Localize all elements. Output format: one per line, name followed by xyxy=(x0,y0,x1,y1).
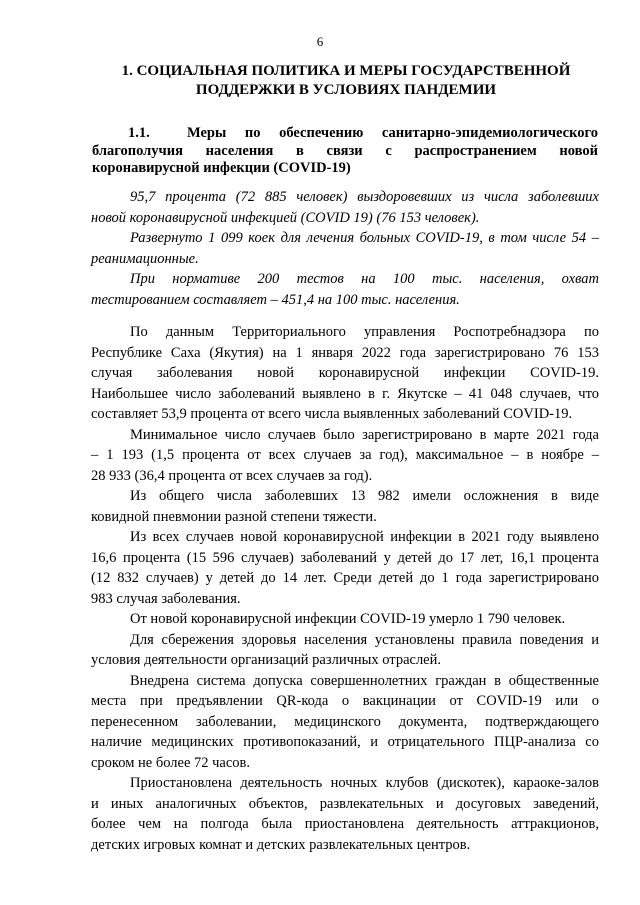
body-line: – 1 193 (1,5 процента от всех случаев за год), максимальное – в ноябре – xyxy=(91,447,599,463)
highlight-paragraph xyxy=(91,187,599,228)
body-line: перенесенном заболевании, медицинского документа, подтверждающего xyxy=(91,713,599,730)
highlight-line: 95,7 процента (72 885 человек) выздоровевших из числа заболевших xyxy=(130,189,599,205)
body-text xyxy=(91,322,599,855)
highlight-line: новой коронавирусной инфекцией (COVID 19) (76 153 человек). xyxy=(91,209,480,226)
subsection-title-line xyxy=(92,125,598,143)
body-line: Минимальное число случаев было зарегистрировано в марте 2021 года xyxy=(130,426,599,443)
body-line: сроком не более 72 часов. xyxy=(91,754,251,771)
body-line: 16,6 процента (15 596 случаев) заболеваний у детей до 17 лет, 16,1 процента xyxy=(91,549,599,566)
highlight-line: реанимационные. xyxy=(91,250,199,267)
subsection-number: 1.1. xyxy=(128,125,150,141)
body-line: 983 случая заболевания. xyxy=(91,590,241,607)
body-line: 28 933 (36,4 процента от всех случаев за год). xyxy=(91,467,373,484)
body-paragraph xyxy=(91,773,599,855)
body-line: случая заболевания новой коронавирусной инфекции COVID-19. xyxy=(91,365,599,381)
highlight-paragraph xyxy=(91,228,599,269)
body-line: условия деятельности организаций различных отраслей. xyxy=(91,652,442,668)
body-line: составляет 53,9 процента от всего числа выявленных заболеваний COVID-19. xyxy=(91,406,573,422)
key-figures xyxy=(91,187,599,310)
body-paragraph xyxy=(91,630,599,671)
body-line: Из всех случаев новой коронавирусной инфекции в 2021 году выявлено xyxy=(130,529,599,545)
highlight-line: тестированием составляет – 451,4 на 100 тыс. населения. xyxy=(91,291,460,308)
page-number: 6 xyxy=(316,34,324,49)
subsection-title xyxy=(92,125,598,178)
body-line: Внедрена система допуска совершеннолетних граждан в общественные xyxy=(130,672,599,689)
section-title-line: 1. СОЦИАЛЬНАЯ ПОЛИТИКА И МЕРЫ ГОСУДАРСТВЕННОЙ xyxy=(121,63,571,79)
body-line: (12 832 случаев) у детей до 14 лет. Среди детей до 1 года зарегистрировано xyxy=(91,570,599,586)
body-line: места при предъявлении QR-кода о вакцинации от COVID-19 или о xyxy=(91,693,599,709)
section-title xyxy=(96,62,596,100)
highlight-line: При нормативе 200 тестов на 100 тыс. населения, охват xyxy=(130,271,599,287)
body-line: наличие медицинских противопоказаний, и отрицательного ПЦР-анализа со xyxy=(91,734,599,750)
body-line: Из общего числа заболевших 13 982 имели осложнения в виде xyxy=(130,488,599,504)
body-line: Для сбережения здоровья населения установлены правила поведения и xyxy=(130,631,599,648)
body-paragraph xyxy=(91,671,599,774)
body-paragraph xyxy=(91,486,599,527)
body-line: Республике Саха (Якутия) на 1 января 2022 года зарегистрировано 76 153 xyxy=(91,344,599,361)
subsection-title-text: Меры по обеспечению санитарно-эпидемиологического xyxy=(186,125,598,141)
subsection-title-line: коронавирусной инфекции (COVID-19) xyxy=(92,160,351,176)
body-line: По данным Территориального управления Роспотребнадзора по xyxy=(130,324,599,340)
body-line: От новой коронавирусной инфекции COVID-19 умерло 1 790 человек. xyxy=(130,611,566,627)
body-paragraph xyxy=(91,425,599,487)
body-paragraph xyxy=(91,322,599,425)
body-line: и иных аналогичных объектов, развлекательных и досуговых заведений, xyxy=(91,795,599,812)
body-line: ковидной пневмонии разной степени тяжести. xyxy=(91,508,377,525)
body-line: Приостановлена деятельность ночных клубов (дискотек), караоке-залов xyxy=(130,775,599,791)
highlight-line: Развернуто 1 099 коек для лечения больных COVID-19, в том числе 54 – xyxy=(130,230,599,246)
body-line: детских игровых комнат и детских развлекательных центров. xyxy=(91,836,471,853)
body-paragraph xyxy=(91,609,599,630)
body-paragraph xyxy=(91,527,599,609)
highlight-paragraph xyxy=(91,269,599,310)
body-line: Наибольшее число заболеваний выявлено в г. Якутске – 41 048 случаев, что xyxy=(91,385,599,402)
subsection-title-line: благополучия населения в связи с распространением новой xyxy=(92,142,598,159)
body-line: более чем на полгода была приостановлена деятельность аттракционов, xyxy=(91,816,599,832)
section-title-line: ПОДДЕРЖКИ В УСЛОВИЯХ ПАНДЕМИИ xyxy=(195,82,497,98)
